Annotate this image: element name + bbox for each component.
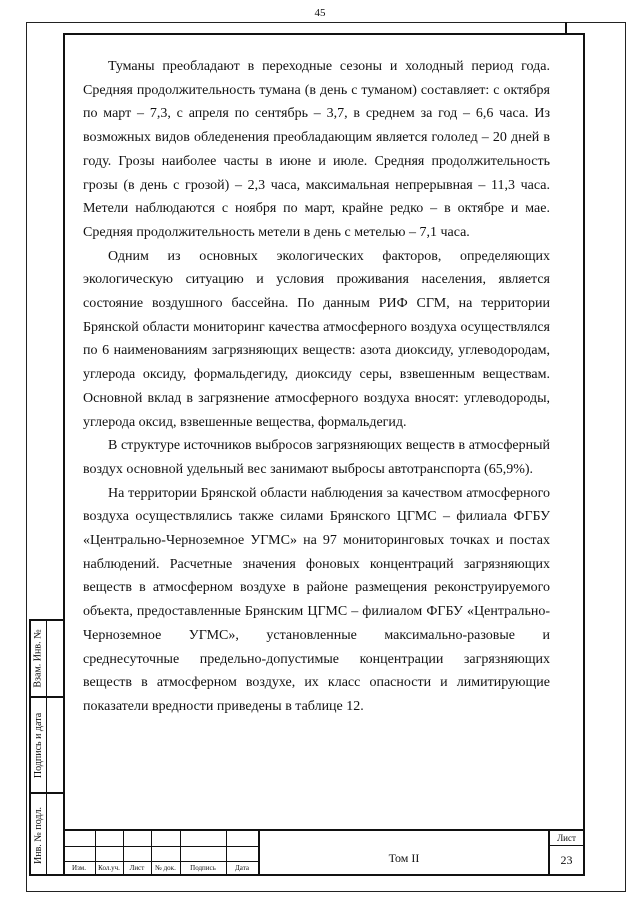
sheet-number: 23 [560,853,573,867]
strip-podpis-label: Подпись и дата [33,712,44,778]
grid-line [63,846,258,847]
header-data: Дата [235,864,249,872]
strip-vzam-cell [31,621,65,696]
page-number: 45 [314,7,326,19]
strip-inv-cell [31,792,65,876]
header-izm: Изм. [72,864,86,872]
header-list: Лист [129,864,145,872]
body-text [83,55,550,719]
revision-grid [63,831,258,876]
paragraph-fog: Туманы преобладают в переходные сезоны и холодный период года. Средняя продолжительность тумана (в день с туманом) составляет: с октября по март – 7,3, с апреля по сентябрь – 3,7, в среднем за год – 6,6 часа. Из возможных видов обледенения преобладающим является гололед – 20 дней в году. Грозы наиболее часты в июне и июле. Средняя продолжительность грозы (в день с грозой) – 2,3 часа, максимальная непрерывная – 11,3 часа. Метели наблюдаются с ноября по март, крайне редко – в октябре и мае. Средняя продолжительность метели в день с метелью – 7,1 часа. [83,59,550,240]
volume-label: Том II [388,851,420,865]
header-kol-uch: Кол.уч. [98,864,120,872]
paragraph-monitoring: На территории Брянской области наблюдения за качеством атмосферного воздуха осуществлялись также силами Брянского ЦГМС – филиала ФГБУ «Центрально-Черноземное УГМС» на 97 мониторинговых точках и постах наблюдений. Расчетные значения фоновых концентраций загрязняющих веществ в атмосферном воздухе в районе размещения реконструируемого объекта, предоставленные Брянским ЦГМС – филиалом ФГБУ «Центрально-Черноземное УГМС», установленные максимально-разовые и среднесуточные предельно-допустимые концентрации загрязняющих веществ в атмосферном воздухе, их класс опасности и лимитирующие показатели вредности приведены в таблице 12. [83,485,550,714]
paragraph-air-quality: Одним из основных экологических факторов, определяющих экологическую ситуацию и условия проживания населения, является состояние воздушного бассейна. По данным РИФ СГМ, на территории Брянской области мониторинг качества атмосферного воздуха осуществлялся по 6 наименованиям загрязняющих веществ: азота диоксиду, углеводородам, углерода оксиду, формальдегиду, диоксиду серы, взвешенным веществам. Основной вклад в загрязнение атмосферного воздуха вносят: углеводороды, углерода оксид, взвешенные вещества, формальдегид. [83,248,550,430]
strip-inv-label: Инв. № подл. [33,806,45,864]
strip-podpis-cell [31,696,65,792]
frame-corner-mark [565,22,567,34]
sheet-label: Лист [550,831,583,846]
header-doc-num: № док. [155,864,176,872]
title-block-designation [258,831,548,876]
header-podpis: Подпись [190,864,216,872]
paragraph-emission-sources: В структуре источников выбросов загрязняющих веществ в атмосферный воздух основной удельный вес занимают выбросы автотранспорта (65,9%). [83,438,550,477]
grid-line [63,861,258,862]
strip-vzam-label: Взам. Инв. № [33,629,45,688]
title-block [63,829,585,876]
sheet-cell [548,831,583,876]
binding-strip [29,619,63,876]
